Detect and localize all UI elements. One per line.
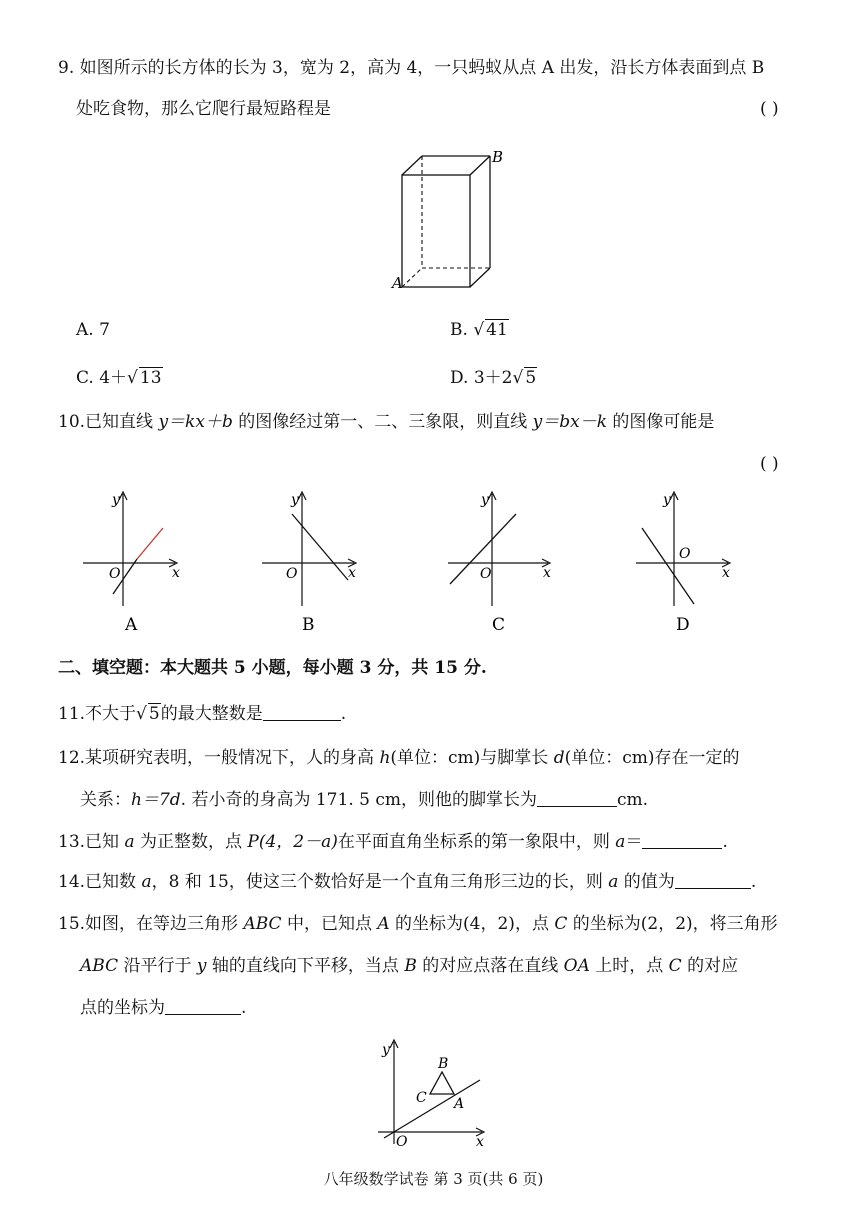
q15-triangle-name: ABC: [243, 914, 282, 934]
q14-var-a: a: [141, 872, 152, 892]
q13-var-a: a: [124, 832, 135, 852]
graph-d-line: [642, 528, 694, 604]
option-c-prefix: C. 4＋: [76, 368, 128, 388]
q9-option-d: [450, 366, 537, 390]
q12-text: (单位：cm)存在一定的: [564, 748, 740, 768]
q10-equation-2: y＝bx－k: [532, 412, 608, 432]
x-axis-label: x: [348, 565, 356, 581]
q13-number: 13.: [58, 832, 86, 852]
q12-text: 关系：: [80, 790, 131, 810]
origin-label: O: [109, 566, 121, 582]
q14-text: ，8 和 15，使这三个数恰好是一个直角三角形三边的长，则: [151, 872, 609, 892]
q10-line1: [58, 410, 714, 434]
q15-answer-blank[interactable]: [165, 996, 241, 1015]
point-a-label: A: [454, 1096, 465, 1112]
q12-equation: h＝7d: [131, 790, 181, 810]
origin-label: O: [480, 566, 492, 582]
option-a-prefix: A.: [76, 320, 100, 340]
x-axis-label: x: [476, 1134, 484, 1148]
q9-line1: [58, 56, 764, 80]
q13-text: ＝: [625, 832, 643, 852]
q15-line-oa: OA: [563, 956, 590, 976]
q15-var-y: y: [196, 956, 207, 976]
x-axis-label: x: [172, 565, 180, 581]
page-footer: 八年级数学试卷 第 3 页(共 6 页): [323, 1170, 544, 1188]
q14: [58, 870, 756, 894]
sqrt-sign-icon: √: [136, 704, 147, 724]
q10-graph-b: [254, 486, 374, 636]
q9-option-c: [76, 366, 163, 390]
q10-graph-a: [75, 486, 195, 636]
q9-option-b: [450, 318, 509, 342]
sqrt-sign-icon: √: [127, 368, 138, 388]
q15-text: 点的坐标为: [80, 998, 165, 1018]
x-axis-label: x: [722, 565, 730, 581]
q13-text: 已知: [85, 832, 125, 852]
y-axis-label: y: [382, 1042, 390, 1058]
q11-text: 不大于: [85, 704, 137, 724]
origin-label: O: [396, 1134, 408, 1148]
q15-figure: [370, 1036, 500, 1148]
option-a-value: 7: [99, 320, 110, 340]
q15-line3: [80, 996, 246, 1020]
q9-answer-bracket: ( ): [760, 99, 779, 119]
q13: [58, 830, 728, 854]
q12-line1: [58, 746, 740, 770]
q14-text: 的值为: [618, 872, 675, 892]
q15-point-b: B: [404, 956, 417, 976]
q15-line2: [80, 954, 738, 978]
origin-label: O: [679, 546, 691, 562]
q14-answer-blank[interactable]: [675, 870, 751, 889]
q15-line1: [58, 912, 778, 936]
q11-number: 11.: [58, 704, 86, 724]
y-axis-label: y: [663, 492, 671, 508]
cuboid-front-face: [402, 175, 470, 287]
q13-point: P(4，2－a): [247, 832, 338, 852]
choice-label-a: A: [125, 615, 138, 635]
q11: [58, 702, 346, 726]
q10-answer-bracket: ( ): [760, 454, 779, 474]
y-axis-label: y: [112, 492, 120, 508]
q15-number: 15.: [58, 914, 86, 934]
q9-text-line2: 处吃食物，那么它爬行最短路程是: [76, 99, 331, 119]
q15-end: .: [241, 998, 247, 1018]
x-axis-label: x: [543, 565, 551, 581]
choice-label-c: C: [492, 615, 506, 635]
triangle-abc: [430, 1072, 454, 1094]
q15-point-c: C: [554, 914, 568, 934]
q12-text: 某项研究表明，一般情况下，人的身高: [85, 748, 380, 768]
q15-text: 的对应: [681, 956, 739, 976]
q10-equation-1: y＝kx＋b: [158, 412, 233, 432]
q11-text: 的最大整数是: [160, 704, 263, 724]
q11-answer-blank[interactable]: [263, 702, 341, 721]
q15-text: 如图，在等边三角形: [85, 914, 244, 934]
q13-var-a: a: [615, 832, 626, 852]
q10-graph-d: [628, 486, 743, 636]
choice-label-b: B: [302, 615, 315, 635]
q10-number: 10.: [58, 412, 86, 432]
q12-text: (单位：cm)与脚掌长: [390, 748, 554, 768]
q9-number: 9.: [58, 58, 75, 78]
q13-end: .: [722, 832, 728, 852]
q12-line2: [80, 788, 648, 812]
y-axis-label: y: [291, 492, 299, 508]
q10-text: 的图像可能是: [607, 412, 715, 432]
q10-text: 的图像经过第一、二、三象限，则直线: [232, 412, 533, 432]
sqrt-sign-icon: √: [473, 320, 485, 340]
q15-text: 的坐标为(2，2)，将三角形: [567, 914, 778, 934]
q14-number: 14.: [58, 872, 86, 892]
q9-cuboid-figure: [380, 140, 520, 300]
q12-var-h: h: [379, 748, 391, 768]
q15-text: 的对应点落在直线: [416, 956, 564, 976]
origin-label: O: [286, 566, 298, 582]
point-b-label: B: [438, 1056, 449, 1072]
q15-point-a: A: [377, 914, 390, 934]
q12-unit: cm.: [616, 790, 649, 810]
q15-text: 中，已知点: [281, 914, 378, 934]
q14-text: 已知数: [85, 872, 142, 892]
q9-text-line1: 如图所示的长方体的长为 3，宽为 2，高为 4，一只蚂蚁从点 A 出发，沿长方体表面到点 B: [79, 58, 765, 78]
q15-text: 上时，点: [589, 956, 669, 976]
option-d-prefix: D. 3＋2: [450, 368, 513, 388]
q13-text: 为正整数，点: [134, 832, 248, 852]
graph-a-line-highlight: [137, 528, 163, 559]
q12-answer-blank[interactable]: [537, 788, 617, 807]
q12-text: . 若小奇的身高为 171. 5 cm，则他的脚掌长为: [180, 790, 537, 810]
q15-text: 的坐标为(4，2)，点: [389, 914, 555, 934]
point-b-label: B: [492, 148, 504, 166]
q11-end: .: [340, 704, 347, 724]
point-c-label: C: [416, 1090, 427, 1106]
option-b-prefix: B.: [450, 320, 474, 340]
point-a-label: A: [392, 274, 403, 292]
q15-point-c: C: [668, 956, 682, 976]
q10-graph-c: [440, 486, 560, 636]
q15-text: 轴的直线向下平移，当点: [206, 956, 405, 976]
option-b-radicand: 41: [486, 320, 508, 340]
q11-radicand: 5: [148, 704, 160, 724]
q13-answer-blank[interactable]: [642, 830, 722, 849]
q12-var-d: d: [553, 748, 565, 768]
graph-b-line: [292, 514, 348, 580]
choice-label-d: D: [676, 615, 690, 635]
option-c-radicand: 13: [139, 368, 162, 388]
section-2-title: 二、填空题：本大题共 5 小题，每小题 3 分，共 15 分.: [58, 658, 487, 678]
option-d-radicand: 5: [525, 368, 537, 388]
q13-text: 在平面直角坐标系的第一象限中，则: [337, 832, 616, 852]
sqrt-sign-icon: √: [512, 368, 524, 388]
q15-triangle-name: ABC: [80, 956, 119, 976]
q14-end: .: [750, 872, 757, 892]
y-axis-label: y: [481, 492, 489, 508]
q14-var-a: a: [608, 872, 619, 892]
line-oa: [384, 1080, 480, 1138]
q12-number: 12.: [58, 748, 86, 768]
q15-text: 沿平行于: [118, 956, 197, 976]
q9-option-a: [76, 318, 110, 342]
q10-text: 已知直线: [85, 412, 159, 432]
